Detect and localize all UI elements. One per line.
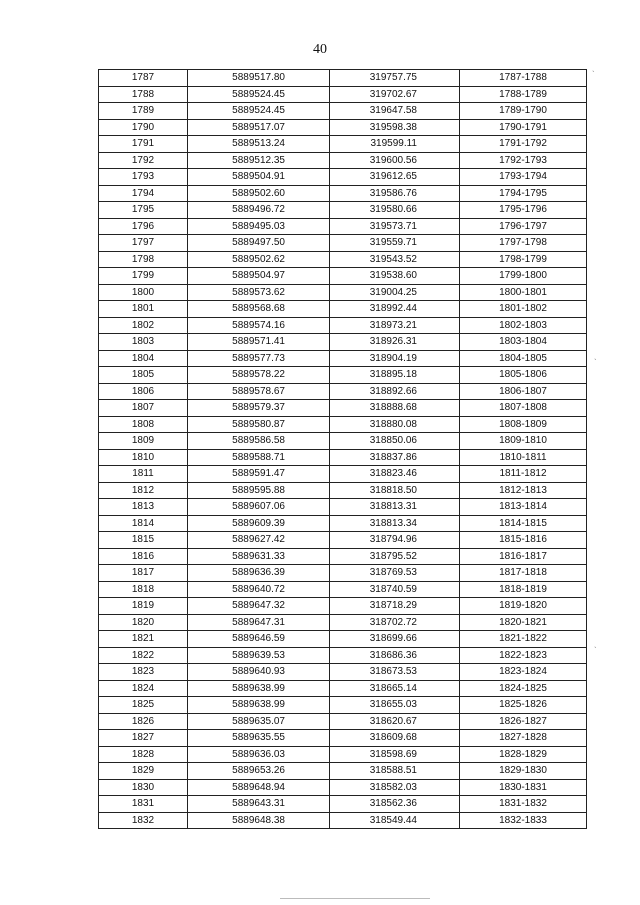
- segment-cell: 1794-1795: [460, 185, 587, 202]
- point-number-cell: 1799: [99, 268, 188, 285]
- segment-cell: 1811-1812: [460, 466, 587, 483]
- point-number-cell: 1827: [99, 730, 188, 747]
- y-coordinate-cell: 319543.52: [330, 251, 460, 268]
- x-coordinate-cell: 5889578.67: [188, 383, 330, 400]
- point-number-cell: 1831: [99, 796, 188, 813]
- y-coordinate-cell: 318813.34: [330, 515, 460, 532]
- segment-cell: 1827-1828: [460, 730, 587, 747]
- x-coordinate-cell: 5889495.03: [188, 218, 330, 235]
- point-number-cell: 1798: [99, 251, 188, 268]
- segment-cell: 1822-1823: [460, 647, 587, 664]
- table-row: [99, 268, 587, 285]
- y-coordinate-cell: 318823.46: [330, 466, 460, 483]
- table-row: [99, 251, 587, 268]
- segment-cell: 1795-1796: [460, 202, 587, 219]
- x-coordinate-cell: 5889504.91: [188, 169, 330, 186]
- y-coordinate-cell: 319573.71: [330, 218, 460, 235]
- point-number-cell: 1815: [99, 532, 188, 549]
- point-number-cell: 1791: [99, 136, 188, 153]
- table-row: [99, 763, 587, 780]
- table-row: [99, 466, 587, 483]
- x-coordinate-cell: 5889524.45: [188, 103, 330, 120]
- y-coordinate-cell: 319612.65: [330, 169, 460, 186]
- point-number-cell: 1806: [99, 383, 188, 400]
- table-row: [99, 317, 587, 334]
- x-coordinate-cell: 5889638.99: [188, 697, 330, 714]
- x-coordinate-cell: 5889580.87: [188, 416, 330, 433]
- y-coordinate-cell: 318895.18: [330, 367, 460, 384]
- y-coordinate-cell: 318686.36: [330, 647, 460, 664]
- x-coordinate-cell: 5889517.07: [188, 119, 330, 136]
- point-number-cell: 1801: [99, 301, 188, 318]
- table-row: [99, 515, 587, 532]
- table-row: [99, 103, 587, 120]
- segment-cell: 1832-1833: [460, 812, 587, 829]
- y-coordinate-cell: 318769.53: [330, 565, 460, 582]
- x-coordinate-cell: 5889639.53: [188, 647, 330, 664]
- segment-cell: 1813-1814: [460, 499, 587, 516]
- segment-cell: 1800-1801: [460, 284, 587, 301]
- point-number-cell: 1820: [99, 614, 188, 631]
- point-number-cell: 1797: [99, 235, 188, 252]
- y-coordinate-cell: 319702.67: [330, 86, 460, 103]
- table-row: [99, 664, 587, 681]
- x-coordinate-cell: 5889609.39: [188, 515, 330, 532]
- y-coordinate-cell: 318673.53: [330, 664, 460, 681]
- point-number-cell: 1805: [99, 367, 188, 384]
- point-number-cell: 1807: [99, 400, 188, 417]
- segment-cell: 1824-1825: [460, 680, 587, 697]
- y-coordinate-cell: 318562.36: [330, 796, 460, 813]
- x-coordinate-cell: 5889496.72: [188, 202, 330, 219]
- table-row: [99, 202, 587, 219]
- y-coordinate-cell: 318904.19: [330, 350, 460, 367]
- table-row: [99, 779, 587, 796]
- y-coordinate-cell: 318598.69: [330, 746, 460, 763]
- x-coordinate-cell: 5889586.58: [188, 433, 330, 450]
- point-number-cell: 1823: [99, 664, 188, 681]
- x-coordinate-cell: 5889648.38: [188, 812, 330, 829]
- x-coordinate-cell: 5889638.99: [188, 680, 330, 697]
- x-coordinate-cell: 5889524.45: [188, 86, 330, 103]
- y-coordinate-cell: 318794.96: [330, 532, 460, 549]
- y-coordinate-cell: 318973.21: [330, 317, 460, 334]
- table-row: [99, 796, 587, 813]
- segment-cell: 1823-1824: [460, 664, 587, 681]
- x-coordinate-cell: 5889647.31: [188, 614, 330, 631]
- table-row: [99, 152, 587, 169]
- point-number-cell: 1824: [99, 680, 188, 697]
- segment-cell: 1830-1831: [460, 779, 587, 796]
- table-row: [99, 499, 587, 516]
- y-coordinate-cell: 318699.66: [330, 631, 460, 648]
- coordinates-table-body: [99, 70, 587, 829]
- table-row: [99, 416, 587, 433]
- table-row: [99, 614, 587, 631]
- segment-cell: 1792-1793: [460, 152, 587, 169]
- segment-cell: 1789-1790: [460, 103, 587, 120]
- y-coordinate-cell: 318609.68: [330, 730, 460, 747]
- segment-cell: 1793-1794: [460, 169, 587, 186]
- point-number-cell: 1803: [99, 334, 188, 351]
- table-row: [99, 548, 587, 565]
- y-coordinate-cell: 318818.50: [330, 482, 460, 499]
- y-coordinate-cell: 318850.06: [330, 433, 460, 450]
- table-row: [99, 334, 587, 351]
- segment-cell: 1806-1807: [460, 383, 587, 400]
- x-coordinate-cell: 5889648.94: [188, 779, 330, 796]
- point-number-cell: 1814: [99, 515, 188, 532]
- point-number-cell: 1808: [99, 416, 188, 433]
- x-coordinate-cell: 5889636.03: [188, 746, 330, 763]
- x-coordinate-cell: 5889502.62: [188, 251, 330, 268]
- x-coordinate-cell: 5889588.71: [188, 449, 330, 466]
- point-number-cell: 1788: [99, 86, 188, 103]
- y-coordinate-cell: 318926.31: [330, 334, 460, 351]
- table-row: [99, 119, 587, 136]
- point-number-cell: 1813: [99, 499, 188, 516]
- y-coordinate-cell: 319598.38: [330, 119, 460, 136]
- point-number-cell: 1819: [99, 598, 188, 615]
- y-coordinate-cell: 318718.29: [330, 598, 460, 615]
- y-coordinate-cell: 319757.75: [330, 70, 460, 87]
- point-number-cell: 1828: [99, 746, 188, 763]
- y-coordinate-cell: 318702.72: [330, 614, 460, 631]
- point-number-cell: 1796: [99, 218, 188, 235]
- table-row: [99, 169, 587, 186]
- x-coordinate-cell: 5889517.80: [188, 70, 330, 87]
- table-row: [99, 301, 587, 318]
- x-coordinate-cell: 5889631.33: [188, 548, 330, 565]
- x-coordinate-cell: 5889635.55: [188, 730, 330, 747]
- table-row: [99, 449, 587, 466]
- y-coordinate-cell: 319559.71: [330, 235, 460, 252]
- segment-cell: 1831-1832: [460, 796, 587, 813]
- segment-cell: 1821-1822: [460, 631, 587, 648]
- y-coordinate-cell: 318655.03: [330, 697, 460, 714]
- table-row: [99, 185, 587, 202]
- point-number-cell: 1794: [99, 185, 188, 202]
- segment-cell: 1815-1816: [460, 532, 587, 549]
- y-coordinate-cell: 319004.25: [330, 284, 460, 301]
- table-row: [99, 284, 587, 301]
- x-coordinate-cell: 5889647.32: [188, 598, 330, 615]
- segment-cell: 1820-1821: [460, 614, 587, 631]
- x-coordinate-cell: 5889635.07: [188, 713, 330, 730]
- segment-cell: 1812-1813: [460, 482, 587, 499]
- y-coordinate-cell: 318813.31: [330, 499, 460, 516]
- table-row: [99, 565, 587, 582]
- point-number-cell: 1826: [99, 713, 188, 730]
- y-coordinate-cell: 319599.11: [330, 136, 460, 153]
- page-number: 40: [313, 42, 327, 57]
- table-row: [99, 581, 587, 598]
- table-row: [99, 367, 587, 384]
- x-coordinate-cell: 5889571.41: [188, 334, 330, 351]
- x-coordinate-cell: 5889513.24: [188, 136, 330, 153]
- segment-cell: 1796-1797: [460, 218, 587, 235]
- x-coordinate-cell: 5889497.50: [188, 235, 330, 252]
- table-row: [99, 235, 587, 252]
- table-row: [99, 482, 587, 499]
- point-number-cell: 1804: [99, 350, 188, 367]
- segment-cell: 1828-1829: [460, 746, 587, 763]
- y-coordinate-cell: 319600.56: [330, 152, 460, 169]
- y-coordinate-cell: 318620.67: [330, 713, 460, 730]
- point-number-cell: 1825: [99, 697, 188, 714]
- segment-cell: 1805-1806: [460, 367, 587, 384]
- y-coordinate-cell: 319538.60: [330, 268, 460, 285]
- x-coordinate-cell: 5889640.93: [188, 664, 330, 681]
- scan-mark: `: [592, 70, 595, 79]
- y-coordinate-cell: 318549.44: [330, 812, 460, 829]
- table-row: [99, 746, 587, 763]
- segment-cell: 1826-1827: [460, 713, 587, 730]
- point-number-cell: 1792: [99, 152, 188, 169]
- point-number-cell: 1789: [99, 103, 188, 120]
- point-number-cell: 1818: [99, 581, 188, 598]
- y-coordinate-cell: 318892.66: [330, 383, 460, 400]
- x-coordinate-cell: 5889640.72: [188, 581, 330, 598]
- table-row: [99, 697, 587, 714]
- point-number-cell: 1787: [99, 70, 188, 87]
- segment-cell: 1816-1817: [460, 548, 587, 565]
- y-coordinate-cell: 319580.66: [330, 202, 460, 219]
- table-row: [99, 812, 587, 829]
- segment-cell: 1817-1818: [460, 565, 587, 582]
- segment-cell: 1788-1789: [460, 86, 587, 103]
- x-coordinate-cell: 5889591.47: [188, 466, 330, 483]
- table-row: [99, 631, 587, 648]
- x-coordinate-cell: 5889504.97: [188, 268, 330, 285]
- segment-cell: 1810-1811: [460, 449, 587, 466]
- scan-mark: `: [594, 358, 597, 367]
- point-number-cell: 1811: [99, 466, 188, 483]
- y-coordinate-cell: 318880.08: [330, 416, 460, 433]
- segment-cell: 1798-1799: [460, 251, 587, 268]
- segment-cell: 1804-1805: [460, 350, 587, 367]
- table-row: [99, 70, 587, 87]
- segment-cell: 1814-1815: [460, 515, 587, 532]
- point-number-cell: 1816: [99, 548, 188, 565]
- point-number-cell: 1829: [99, 763, 188, 780]
- x-coordinate-cell: 5889579.37: [188, 400, 330, 417]
- x-coordinate-cell: 5889502.60: [188, 185, 330, 202]
- segment-cell: 1803-1804: [460, 334, 587, 351]
- x-coordinate-cell: 5889595.88: [188, 482, 330, 499]
- segment-cell: 1801-1802: [460, 301, 587, 318]
- x-coordinate-cell: 5889607.06: [188, 499, 330, 516]
- segment-cell: 1809-1810: [460, 433, 587, 450]
- segment-cell: 1818-1819: [460, 581, 587, 598]
- point-number-cell: 1790: [99, 119, 188, 136]
- y-coordinate-cell: 318588.51: [330, 763, 460, 780]
- x-coordinate-cell: 5889573.62: [188, 284, 330, 301]
- x-coordinate-cell: 5889578.22: [188, 367, 330, 384]
- x-coordinate-cell: 5889512.35: [188, 152, 330, 169]
- segment-cell: 1829-1830: [460, 763, 587, 780]
- table-row: [99, 713, 587, 730]
- segment-cell: 1791-1792: [460, 136, 587, 153]
- y-coordinate-cell: 318740.59: [330, 581, 460, 598]
- table-row: [99, 218, 587, 235]
- segment-cell: 1825-1826: [460, 697, 587, 714]
- point-number-cell: 1812: [99, 482, 188, 499]
- table-row: [99, 383, 587, 400]
- segment-cell: 1790-1791: [460, 119, 587, 136]
- segment-cell: 1808-1809: [460, 416, 587, 433]
- point-number-cell: 1802: [99, 317, 188, 334]
- x-coordinate-cell: 5889643.31: [188, 796, 330, 813]
- table-row: [99, 136, 587, 153]
- segment-cell: 1802-1803: [460, 317, 587, 334]
- table-row: [99, 433, 587, 450]
- segment-cell: 1819-1820: [460, 598, 587, 615]
- y-coordinate-cell: 318992.44: [330, 301, 460, 318]
- x-coordinate-cell: 5889627.42: [188, 532, 330, 549]
- point-number-cell: 1832: [99, 812, 188, 829]
- x-coordinate-cell: 5889636.39: [188, 565, 330, 582]
- table-row: [99, 598, 587, 615]
- segment-cell: 1799-1800: [460, 268, 587, 285]
- point-number-cell: 1809: [99, 433, 188, 450]
- y-coordinate-cell: 318582.03: [330, 779, 460, 796]
- y-coordinate-cell: 318888.68: [330, 400, 460, 417]
- point-number-cell: 1830: [99, 779, 188, 796]
- y-coordinate-cell: 319586.76: [330, 185, 460, 202]
- table-row: [99, 730, 587, 747]
- x-coordinate-cell: 5889568.68: [188, 301, 330, 318]
- table-row: [99, 350, 587, 367]
- segment-cell: 1797-1798: [460, 235, 587, 252]
- segment-cell: 1787-1788: [460, 70, 587, 87]
- x-coordinate-cell: 5889574.16: [188, 317, 330, 334]
- point-number-cell: 1810: [99, 449, 188, 466]
- scan-edge-line: [280, 898, 430, 899]
- y-coordinate-cell: 319647.58: [330, 103, 460, 120]
- point-number-cell: 1821: [99, 631, 188, 648]
- table-row: [99, 532, 587, 549]
- point-number-cell: 1822: [99, 647, 188, 664]
- table-row: [99, 680, 587, 697]
- point-number-cell: 1793: [99, 169, 188, 186]
- y-coordinate-cell: 318837.86: [330, 449, 460, 466]
- coordinates-table: [98, 69, 587, 829]
- x-coordinate-cell: 5889653.26: [188, 763, 330, 780]
- scan-mark: `: [594, 646, 597, 655]
- y-coordinate-cell: 318665.14: [330, 680, 460, 697]
- point-number-cell: 1817: [99, 565, 188, 582]
- x-coordinate-cell: 5889577.73: [188, 350, 330, 367]
- table-row: [99, 647, 587, 664]
- point-number-cell: 1795: [99, 202, 188, 219]
- x-coordinate-cell: 5889646.59: [188, 631, 330, 648]
- table-row: [99, 86, 587, 103]
- point-number-cell: 1800: [99, 284, 188, 301]
- segment-cell: 1807-1808: [460, 400, 587, 417]
- table-row: [99, 400, 587, 417]
- y-coordinate-cell: 318795.52: [330, 548, 460, 565]
